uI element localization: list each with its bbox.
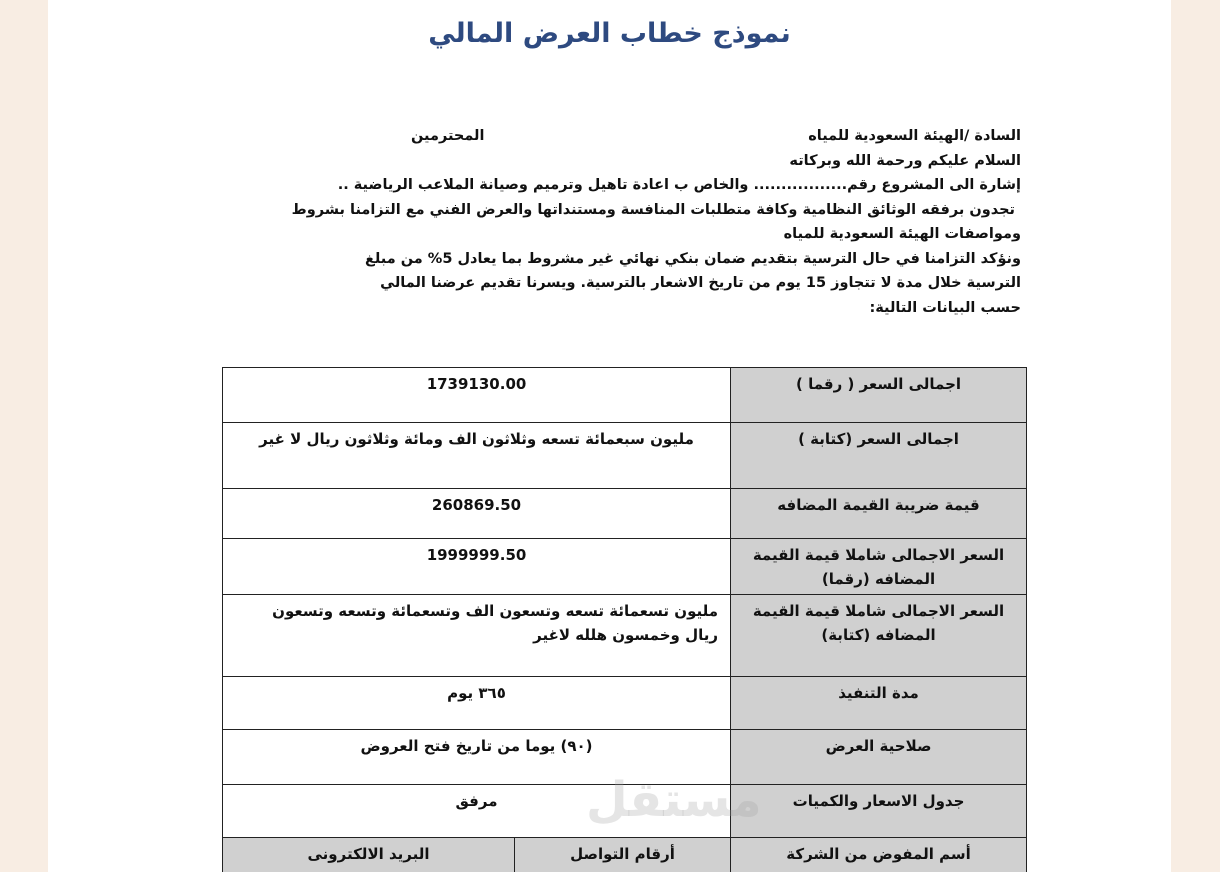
table-row <box>223 595 1027 677</box>
contact-numbers-header: أرقام التواصل <box>515 838 731 872</box>
row-value: 1739130.00 <box>223 368 731 423</box>
table-footer-row <box>223 838 1027 872</box>
guarantee-line-1: ونؤكد التزامنا في حال الترسية بتقديم ضمان بنكي نهائي غير مشروط بما يعادل 5% من مبلغ <box>364 250 1021 267</box>
authorized-name-header: أسم المفوض من الشركة <box>731 838 1027 872</box>
table-row <box>223 489 1027 539</box>
table-row <box>223 677 1027 730</box>
row-value: 1999999.50 <box>223 539 731 595</box>
document-page <box>48 0 1171 872</box>
row-value: 260869.50 <box>223 489 731 539</box>
row-label: جدول الاسعار والكميات <box>731 785 1027 838</box>
email-header: البريد الالكترونى <box>223 838 515 872</box>
row-value: (٩٠) يوما من تاريخ فتح العروض <box>223 730 731 785</box>
financial-offer-table <box>222 367 1027 872</box>
row-label: مدة التنفيذ <box>731 677 1027 730</box>
watermark-logo: مستقل <box>586 772 762 828</box>
guarantee-line-3: حسب البيانات التالية: <box>869 299 1021 316</box>
docs-line-2: ومواصفات الهيئة السعودية للمياه <box>783 226 1021 242</box>
table-row <box>223 368 1027 423</box>
table-row <box>223 785 1027 838</box>
honorific: المحترمين <box>411 128 485 144</box>
row-label: صلاحية العرض <box>731 730 1027 785</box>
greeting: السلام عليكم ورحمة الله وبركاته <box>789 152 1021 169</box>
row-label: السعر الاجمالى شاملا قيمة القيمة المضافه (رقما) <box>731 539 1027 595</box>
row-value: مليون سبعمائة تسعه وثلاثون الف ومائة وثلاثون ريال لا غير <box>223 423 731 489</box>
row-label: اجمالى السعر ( رقما ) <box>731 368 1027 423</box>
row-value: ٣٦٥ يوم <box>223 677 731 730</box>
addressee-line <box>411 124 1021 149</box>
docs-line-1: تجدون برفقه الوثائق النظامية وكافة متطلبات المنافسة ومستنداتها والعرض الفني مع التزامنا بشروط <box>291 201 1015 218</box>
row-value: مليون تسعمائة تسعه وتسعون الف وتسعمائة وتسعه وتسعون ريال وخمسون هلله لاغير <box>223 595 731 677</box>
row-label: قيمة ضريبة القيمة المضافه <box>731 489 1027 539</box>
row-label: السعر الاجمالى شاملا قيمة القيمة المضافه (كتابة) <box>731 595 1027 677</box>
table-row <box>223 730 1027 785</box>
guarantee-line-2: الترسية خلال مدة لا تتجاوز 15 يوم من تاريخ الاشعار بالترسية. ويسرنا تقديم عرضنا المالي <box>380 275 1021 291</box>
table-row <box>223 423 1027 489</box>
letter-body <box>291 124 1021 320</box>
table-row <box>223 539 1027 595</box>
project-line: إشارة الى المشروع رقم................. والخاص ب اعادة تاهيل وترميم وصيانة الملاعب الرياضية .. <box>337 177 1021 193</box>
document-title: نموذج خطاب العرض المالي <box>428 18 791 49</box>
row-value: مرفق <box>223 785 731 838</box>
addressee: السادة /الهيئة السعودية للمياه <box>808 128 1021 144</box>
row-label: اجمالى السعر (كتابة ) <box>731 423 1027 489</box>
